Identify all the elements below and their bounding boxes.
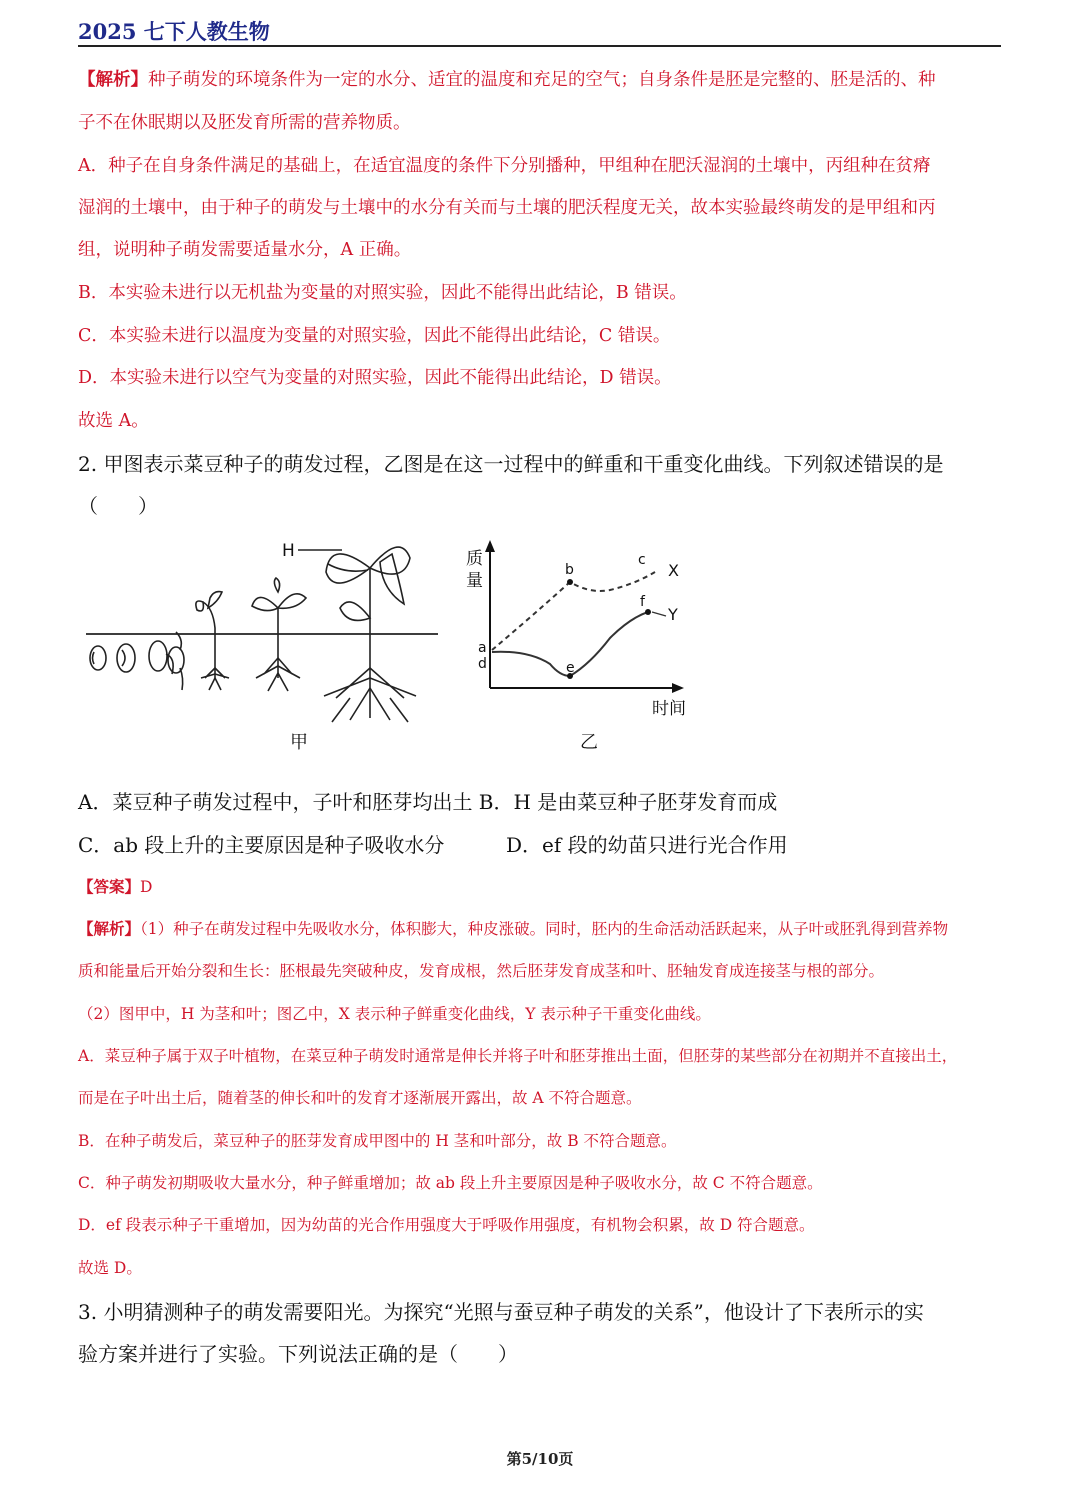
y-axis-label-2: 量 — [466, 571, 483, 591]
q2-analysis-text1: （1）种子在萌发过程中先吸收水分，体积膨大，种皮涨破。同时，胚内的生命活动活跃起来，从子叶或胚乳得到营养物 — [140, 920, 949, 938]
q2-analysis-a2: 而是在子叶出土后，随着茎的伸长和叶的发育才逐渐展开露出，故 A 不符合题意。 — [78, 1089, 642, 1107]
page-number: 第5/10页 — [506, 1450, 574, 1468]
q3-stem-line1: 3. 小明猜测种子的萌发需要阳光。为探究“光照与蚕豆种子萌发的关系”，他设计了下表所示的实 — [78, 1300, 924, 1324]
q2-option-d: D．ef 段的幼苗只进行光合作用 — [506, 833, 788, 857]
q2-analysis-line2: 质和能量后开始分裂和生长：胚根最先突破种皮，发育成根，然后胚芽发育成茎和叶、胚轴发育成连接茎与根的部分。 — [78, 962, 885, 980]
q2-analysis-b: B．在种子萌发后，菜豆种子的胚芽发育成甲图中的 H 茎和叶部分，故 B 不符合题意。 — [78, 1132, 677, 1150]
q2-options-row1: A．菜豆种子萌发过程中，子叶和胚芽均出土 B．H 是由菜豆种子胚芽发育而成 — [78, 790, 778, 814]
q2-analysis-c: C．种子萌发初期吸收大量水分，种子鲜重增加；故 ab 段上升主要原因是种子吸收水分，故 C 不符合题意。 — [78, 1174, 823, 1192]
point-label-a: a — [478, 640, 487, 656]
germination-diagram — [86, 547, 438, 722]
q1-choose: 故选 A。 — [78, 411, 149, 431]
point-b — [567, 579, 573, 585]
q2-stem-line1: 2. 甲图表示菜豆种子的萌发过程，乙图是在这一过程中的鲜重和干重变化曲线。下列叙述错误的是 — [78, 452, 944, 476]
q1-option-b: B．本实验未进行以无机盐为变量的对照实验，因此不能得出此结论，B 错误。 — [78, 283, 687, 303]
x-axis-label: 时间 — [652, 699, 686, 719]
q2-analysis-d: D．ef 段表示种子干重增加，因为幼苗的光合作用强度大于呼吸作用强度，有机物会积累，故 D 符合题意。 — [78, 1216, 815, 1234]
mass-time-chart — [466, 540, 686, 719]
curve-label-x: X — [668, 561, 679, 580]
q1-option-c: C．本实验未进行以温度为变量的对照实验，因此不能得出此结论，C 错误。 — [78, 326, 671, 346]
q2-analysis-line1 — [78, 917, 948, 939]
point-label-b: b — [565, 562, 574, 578]
x-axis-arrow — [672, 683, 684, 693]
q1-option-a-line3: 组，说明种子萌发需要适量水分，A 正确。 — [78, 240, 412, 260]
q1-analysis-text: 种子萌发的环境条件为一定的水分、适宜的温度和充足的空气；自身条件是胚是完整的、胚是活的、种 — [148, 70, 936, 90]
curve-label-y: Y — [668, 605, 678, 624]
q2-answer — [78, 875, 152, 897]
fresh-weight-curve-x — [492, 572, 655, 650]
yi-caption: 乙 — [580, 732, 598, 753]
answer-tag: 【答案】 — [78, 877, 141, 896]
answer-value: D — [140, 878, 153, 896]
q1-option-a-line2: 湿润的土壤中，由于种子的萌发与土壤中的水分有关而与土壤的肥沃程度无关，故本实验最终萌发的是甲组和丙 — [78, 198, 936, 218]
y-axis-label-1: 质 — [466, 549, 483, 569]
point-label-c: c — [638, 552, 646, 568]
q2-analysis-a1: A．菜豆种子属于双子叶植物，在菜豆种子萌发时通常是伸长并将子叶和胚芽推出土面，但胚芽的某些部分在初期并不直接出土， — [78, 1047, 958, 1065]
y-curve-leader — [652, 612, 666, 616]
jia-caption: 甲 — [290, 732, 308, 753]
q2-analysis-line3: （2）图甲中，H 为茎和叶；图乙中，X 表示种子鲜重变化曲线，Y 表示种子干重变化曲线。 — [78, 1005, 711, 1023]
analysis-tag: 【解析】 — [78, 70, 148, 90]
q2-choose: 故选 D。 — [78, 1259, 142, 1277]
point-label-d: d — [478, 656, 487, 672]
q1-analysis-line1 — [78, 66, 936, 91]
header-divider — [78, 45, 1001, 47]
point-label-e: e — [566, 660, 575, 676]
q1-option-a-line1: A．种子在自身条件满足的基础上，在适宜温度的条件下分别播种，甲组种在肥沃湿润的土壤中，丙组种在贫瘠 — [78, 156, 931, 176]
h-label: H — [282, 541, 295, 561]
q2-option-c: C．ab 段上升的主要原因是种子吸收水分 — [78, 833, 445, 857]
point-label-f: f — [640, 594, 645, 610]
analysis-tag-2: 【解析】 — [78, 919, 141, 938]
q2-figure — [80, 528, 720, 760]
q1-option-d: D．本实验未进行以空气为变量的对照实验，因此不能得出此结论，D 错误。 — [78, 368, 672, 388]
header-title: 2025 七下人教生物 — [78, 19, 270, 44]
y-axis-arrow — [485, 540, 495, 552]
point-f — [645, 609, 651, 615]
q2-stem-line2: （ ） — [78, 494, 158, 518]
q1-analysis-line2: 子不在休眠期以及胚发育所需的营养物质。 — [78, 113, 411, 133]
q3-stem-line2: 验方案并进行了实验。下列说法正确的是（ ） — [78, 1342, 518, 1366]
